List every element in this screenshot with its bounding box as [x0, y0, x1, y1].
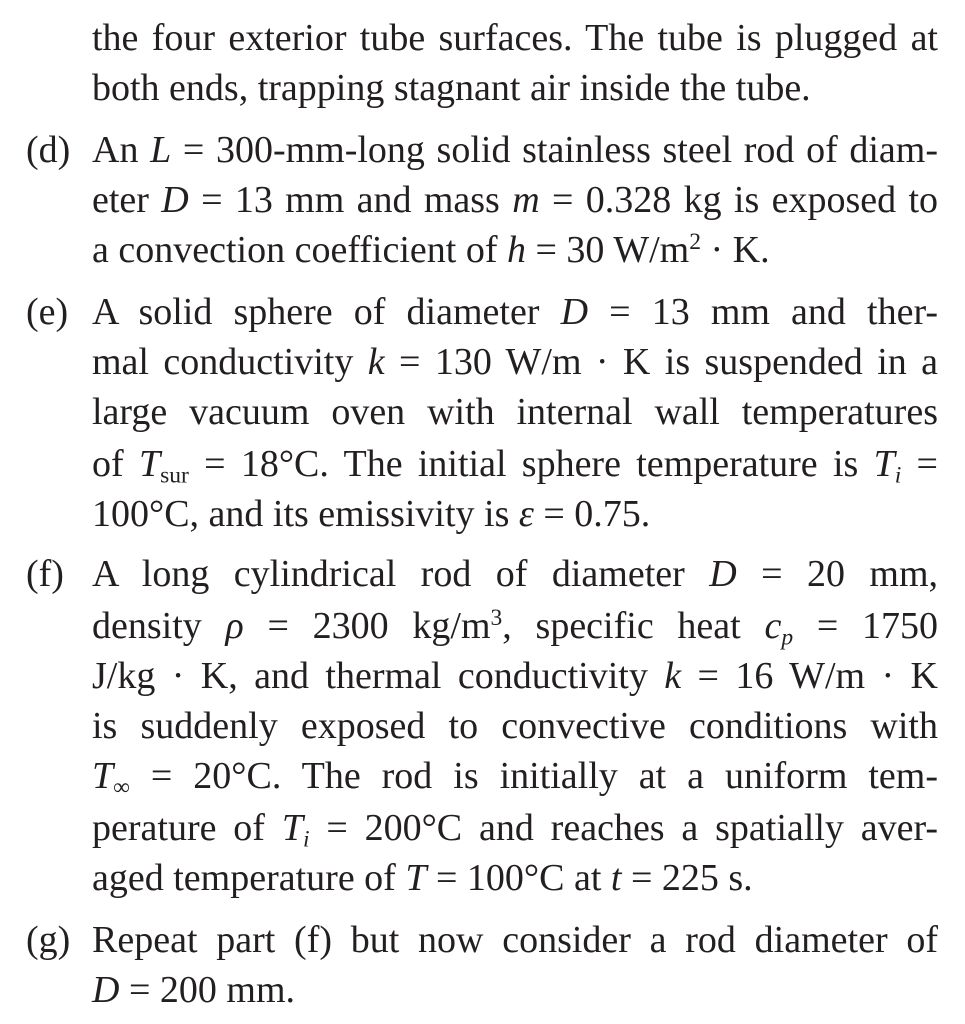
text: = 13 mm and ther- — [588, 291, 939, 333]
var-L: L — [150, 129, 172, 171]
subscript: sur — [160, 462, 189, 489]
var-D: D — [709, 553, 737, 595]
var-epsilon: ε — [518, 493, 534, 535]
item-e-label: (e) — [26, 291, 69, 333]
text: a convection coefficient of — [92, 229, 498, 271]
text: , specific heat — [502, 605, 741, 647]
text: eter — [92, 179, 149, 221]
var-t: t — [610, 857, 622, 899]
item-f-label: (f) — [26, 553, 64, 595]
item-e-line-3: large vacuum oven with internal wall temperatures — [92, 391, 938, 433]
subscript: i — [302, 826, 310, 853]
exponent: 3 — [490, 605, 503, 632]
var-rho: ρ — [225, 605, 244, 647]
text: = 2300 kg/m — [243, 605, 491, 647]
item-d-line-1 — [92, 128, 938, 172]
var-D: D — [161, 179, 189, 221]
text: 100°C, and its emissivity is — [92, 493, 510, 535]
text: = 0.328 kg is exposed to — [539, 179, 939, 221]
text: = 1750 — [793, 605, 939, 647]
text: · K. — [701, 229, 770, 271]
var-h: h — [507, 229, 526, 271]
text: of — [92, 443, 124, 485]
text: = 16 W/m · K — [681, 655, 938, 697]
var-k: k — [367, 341, 385, 383]
item-f-line-2 — [92, 604, 939, 651]
var-T: T — [873, 443, 895, 485]
item-e-line-2 — [92, 340, 938, 384]
text: = 20°C. The rod is initially at a uniform tem- — [129, 755, 938, 797]
var-T: T — [92, 755, 114, 797]
var-D: D — [92, 969, 120, 1011]
var-D: D — [560, 291, 589, 333]
item-d-label: (d) — [26, 129, 71, 171]
item-f-line-7 — [92, 856, 938, 900]
text: = 225 s. — [621, 857, 753, 899]
text: = 300-mm-long solid stainless steel rod of diam- — [171, 129, 938, 171]
subscript-infinity: ∞ — [113, 774, 130, 801]
text: perature of — [92, 807, 265, 849]
text: An — [92, 129, 139, 171]
var-k: k — [664, 655, 682, 697]
exponent: 2 — [689, 229, 702, 256]
subscript: p — [781, 624, 794, 651]
text: J/kg · K, and thermal conductivity — [92, 655, 648, 697]
item-e-line-5 — [92, 492, 938, 536]
item-d-line-2 — [92, 178, 938, 222]
var-c: c — [764, 605, 782, 647]
text: aged temperature of — [92, 857, 396, 899]
text: mal conductivity — [92, 341, 354, 383]
item-f-line-1 — [92, 552, 938, 596]
item-f-line-4: is suddenly exposed to convective conditions with — [92, 705, 938, 747]
item-g-line-2 — [92, 968, 938, 1012]
var-m: m — [512, 179, 540, 221]
text: = 100°C at — [426, 857, 602, 899]
item-e-line-4 — [92, 442, 938, 489]
text: = — [901, 443, 938, 485]
intro-line-1: the four exterior tube surfaces. The tube is plugged at — [92, 17, 938, 59]
text: = 200°C and reaches a spatially aver- — [309, 807, 939, 849]
text: A solid sphere of diameter — [92, 291, 540, 333]
text: = 130 W/m · K is suspended in a — [384, 341, 938, 383]
item-f-line-5 — [92, 754, 938, 801]
text: = 30 W/m — [526, 229, 690, 271]
intro-line-2: both ends, trapping stagnant air inside the tube. — [92, 67, 811, 109]
text: = 18°C. The initial sphere temperature is — [188, 443, 859, 485]
item-f-line-3 — [92, 654, 938, 698]
item-g-line-1: Repeat part (f) but now consider a rod diameter of — [92, 919, 938, 961]
var-T: T — [405, 857, 427, 899]
text: = 20 mm, — [736, 553, 939, 595]
item-d-line-3 — [92, 228, 938, 272]
text: = 200 mm. — [119, 969, 295, 1011]
item-f-line-6 — [92, 806, 939, 853]
var-T: T — [281, 807, 303, 849]
text: A long cylindrical rod of diameter — [92, 553, 685, 595]
text: = 0.75. — [533, 493, 651, 535]
item-e-line-1 — [92, 290, 938, 334]
text: density — [92, 605, 202, 647]
subscript: i — [894, 462, 902, 489]
item-g-label: (g) — [26, 919, 71, 961]
var-T: T — [138, 443, 161, 485]
text: = 13 mm and mass — [188, 179, 500, 221]
